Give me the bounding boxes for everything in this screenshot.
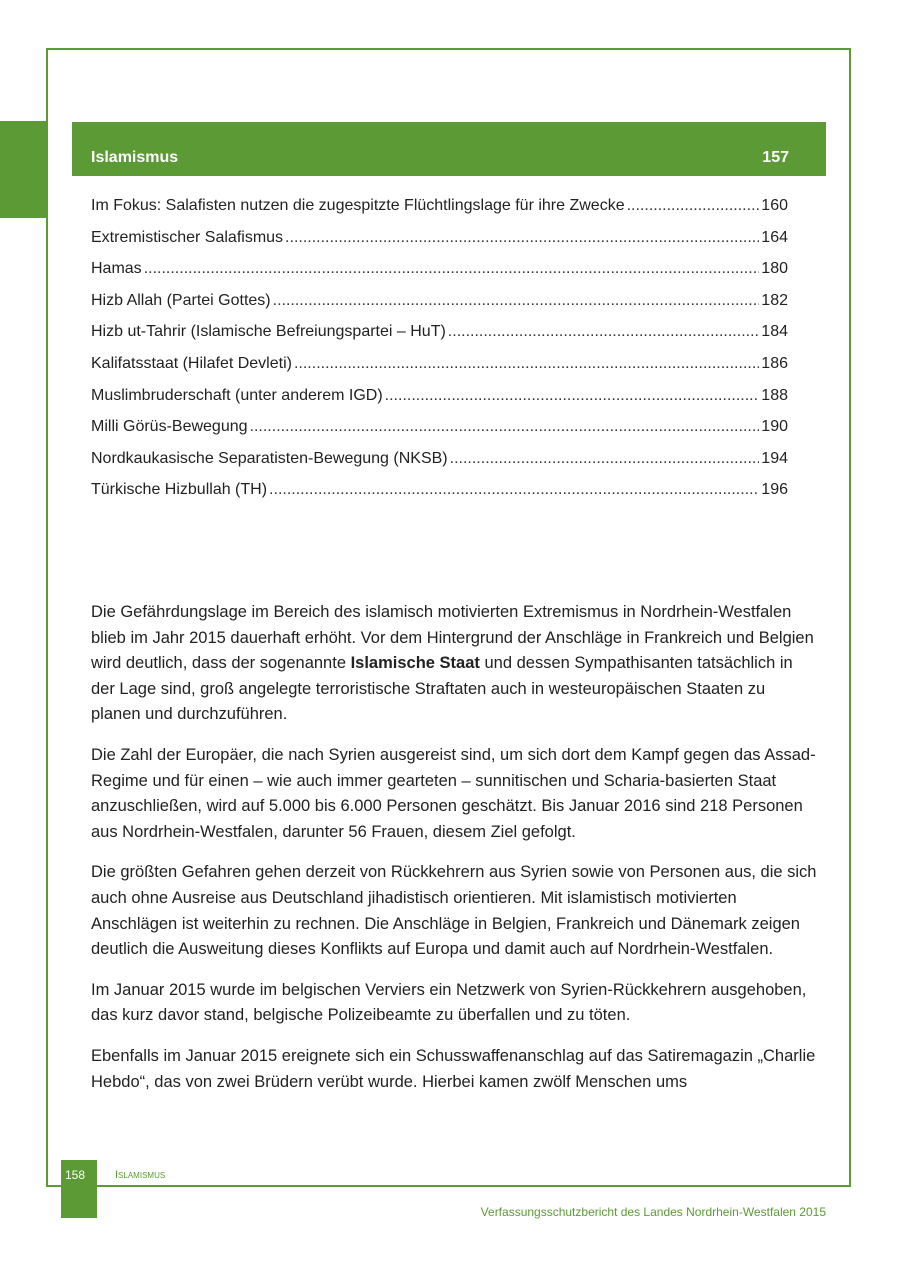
- toc-entry[interactable]: [91, 418, 788, 450]
- toc-leader-dots: [627, 197, 760, 215]
- toc-leader-dots: [448, 323, 760, 341]
- toc-entry-page: 184: [761, 323, 788, 341]
- chapter-tab-marker: [0, 121, 46, 218]
- toc-entry-page: 186: [761, 354, 788, 372]
- paragraph-text: und dessen Sympathisanten tatsächlich in der Lage sind, groß angelegte terroristische Straftaten auch in westeuropäischen Staaten zu planen und durchzuführen.: [91, 654, 793, 724]
- toc-leader-dots: [273, 292, 760, 310]
- emphasis-islamic-state: Islamische Staat: [350, 654, 480, 673]
- footer-section-label: Islamismus: [115, 1169, 166, 1181]
- toc-entry[interactable]: [91, 450, 788, 482]
- toc-entry[interactable]: [91, 229, 788, 261]
- toc-entry-title: Hizb Allah (Partei Gottes): [91, 291, 271, 309]
- paragraph: [91, 600, 819, 728]
- toc-entry-page: 180: [761, 260, 788, 278]
- toc-entry[interactable]: [91, 387, 788, 419]
- toc-leader-dots: [269, 481, 759, 499]
- toc-entry[interactable]: [91, 481, 788, 513]
- table-of-contents: [91, 197, 788, 513]
- toc-entry-page: 190: [761, 418, 788, 436]
- toc-entry[interactable]: [91, 323, 788, 355]
- toc-entry-title: Hizb ut-Tahrir (Islamische Befreiungspartei – HuT): [91, 323, 446, 341]
- toc-entry-title: Im Fokus: Salafisten nutzen die zugespitzte Flüchtlingslage für ihre Zwecke: [91, 197, 625, 214]
- paragraph: Im Januar 2015 wurde im belgischen Verviers ein Netzwerk von Syrien-Rückkehrern ausgehoben, das kurz davor stand, belgische Polizeibeamte zu überfallen und zu töten.: [91, 980, 807, 1025]
- toc-entry-title: Türkische Hizbullah (TH): [91, 481, 268, 499]
- toc-leader-dots: [450, 450, 760, 468]
- paragraph: Die Zahl der Europäer, die nach Syrien ausgereist sind, um sich dort dem Kampf gegen das Assad-Regime und für einen – wie auch immer gearteten – sunnitischen und Scharia-basierten Staat anzuschließen, wird auf 5.000 bis 6.000 Personen geschätzt. Bis Januar 2016 sind 218 Personen aus Nordrhein-Westfalen, darunter 56 Frauen, diesem Ziel gefolgt.: [91, 745, 816, 841]
- toc-leader-dots: [385, 387, 760, 405]
- footer-report-title: Verfassungsschutzbericht des Landes Nordrhein-Westfalen 2015: [480, 1205, 826, 1219]
- footer-page-number: 158: [65, 1168, 86, 1182]
- toc-entry-page: 160: [761, 197, 788, 214]
- body-text: [91, 600, 819, 1110]
- toc-entry-title: Kalifatsstaat (Hilafet Devleti): [91, 354, 292, 372]
- paragraph: Ebenfalls im Januar 2015 ereignete sich ein Schusswaffenanschlag auf das Satiremagazin „Charlie Hebdo“, das von zwei Brüdern verübt wurde. Hierbei kamen zwölf Menschen ums: [91, 1046, 816, 1091]
- toc-entry[interactable]: [91, 355, 788, 387]
- toc-entry-title: Extremistischer Salafismus: [91, 228, 284, 246]
- toc-leader-dots: [144, 260, 760, 278]
- toc-leader-dots: [294, 355, 759, 373]
- toc-entry-page: 188: [761, 386, 788, 404]
- toc-leader-dots: [250, 418, 760, 436]
- toc-entry-title: Hamas: [91, 260, 142, 278]
- toc-entry-title: Muslimbruderschaft (unter anderem IGD): [91, 386, 383, 404]
- toc-entry-title: Nordkaukasische Separatisten-Bewegung (NKSB): [91, 449, 448, 467]
- section-header: [72, 122, 826, 176]
- paragraph-text: Die Gefährdungslage im Bereich des islamisch motivierten Extremismus in Nordrhein-Westfalen blieb im Jahr 2015 dauerhaft erhöht. Vor dem Hintergrund der Anschläge in Frankreich und Belgien wird deutlich, dass der sogenannte: [91, 603, 814, 673]
- toc-leader-dots: [285, 229, 759, 247]
- toc-entry-title: Milli Görüs-Bewegung: [91, 418, 248, 436]
- toc-entry[interactable]: [91, 292, 788, 324]
- toc-entry[interactable]: [91, 197, 788, 229]
- toc-entry-page: 182: [761, 291, 788, 309]
- toc-entry-page: 196: [761, 481, 788, 499]
- toc-entry[interactable]: [91, 260, 788, 292]
- section-page-number: 157: [762, 149, 789, 166]
- toc-entry-page: 164: [761, 228, 788, 246]
- section-title: Islamismus: [91, 149, 179, 166]
- toc-entry-page: 194: [761, 449, 788, 467]
- paragraph: Die größten Gefahren gehen derzeit von Rückkehrern aus Syrien sowie von Personen aus, die sich auch ohne Ausreise aus Deutschland jihadistisch orientieren. Mit islamistisch motivierten Anschlägen ist weiterhin zu rechnen. Die Anschläge in Belgien, Frankreich und Dänemark zeigen deutlich die Ausweitung dieses Konflikts auf Europa und damit auch auf Nordrhein-Westfalen.: [91, 863, 817, 959]
